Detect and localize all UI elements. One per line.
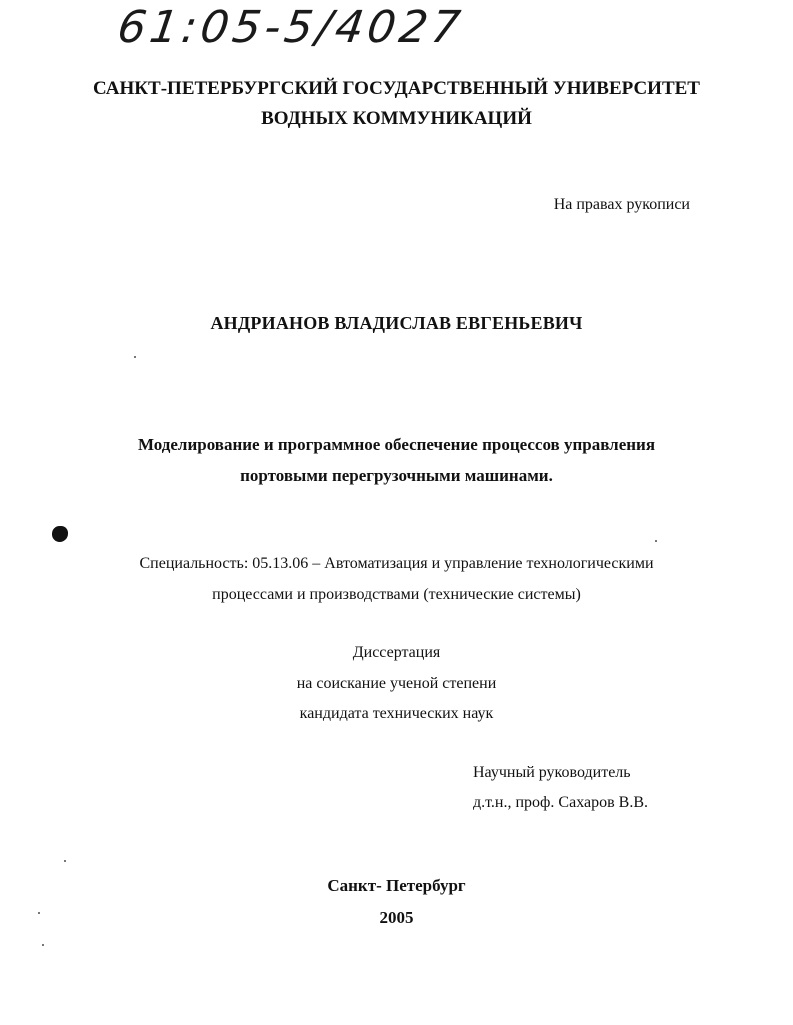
manuscript-rights-note: На правах рукописи: [553, 196, 690, 213]
degree-name: кандидата технических наук: [299, 705, 494, 722]
specialty-line2: процессами и производствами (технические системы): [212, 586, 581, 603]
specialty-line1: Специальность: 05.13.06 – Автоматизация и управление технологическими: [139, 555, 654, 572]
supervisor-name: д.т.н., проф. Сахаров В.В.: [473, 794, 648, 811]
scan-speck: [134, 356, 136, 358]
degree-purpose: на соискание ученой степени: [296, 675, 497, 692]
thesis-title-line1: Моделирование и программное обеспечение процессов управления: [137, 435, 656, 454]
author-name: АНДРИАНОВ ВЛАДИСЛАВ ЕВГЕНЬЕВИЧ: [210, 313, 583, 333]
scan-speck: [655, 540, 657, 542]
university-name-line2: ВОДНЫХ КОММУНИКАЦИЙ: [261, 108, 532, 129]
document-type: Диссертация: [352, 644, 441, 661]
scan-speck: [64, 860, 66, 862]
year: 2005: [379, 908, 414, 927]
city: Санкт- Петербург: [327, 876, 466, 895]
thesis-title-line2: портовыми перегрузочными машинами.: [240, 466, 553, 485]
archive-code-handwritten: 61:05-5/4027: [114, 2, 468, 53]
supervisor-label: Научный руководитель: [473, 764, 631, 781]
university-name-line1: САНКТ-ПЕТЕРБУРГСКИЙ ГОСУДАРСТВЕННЫЙ УНИВЕРСИТЕТ: [93, 78, 700, 99]
ink-blot: [52, 526, 68, 542]
scan-speck: [38, 912, 40, 914]
scan-speck: [42, 944, 44, 946]
